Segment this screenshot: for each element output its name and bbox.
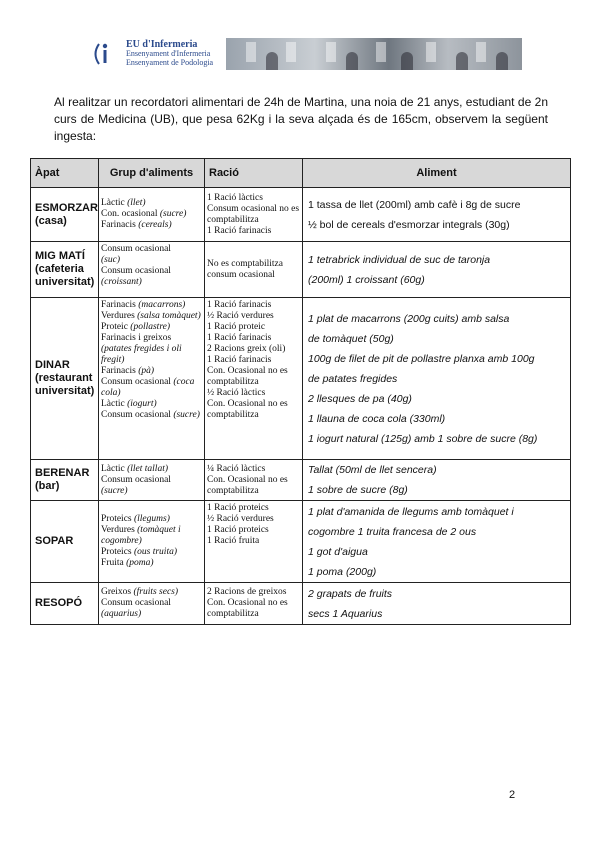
table-row: [31, 460, 571, 501]
racio-line: ½ Ració làctics: [207, 388, 266, 398]
apat-line: (bar): [35, 480, 60, 492]
racio-line: Con. Ocasional no es comptabilitza: [207, 399, 288, 420]
aliment-line: 100g de filet de pit de pollastre planxa amb 100g: [308, 352, 535, 365]
grup-detail: (sucre): [159, 209, 187, 219]
grup-detail: (patates fregides i oli fregit): [101, 344, 182, 365]
cell-apat: [31, 242, 99, 298]
cell-apat: [31, 298, 99, 460]
aliment-line: (200ml) 1 croissant (60g): [308, 273, 425, 286]
aliment-line: cogombre 1 truita francesa de 2 ous: [308, 525, 477, 538]
grup-name: Consum ocasional: [101, 474, 171, 485]
grup-name: Fruita: [101, 558, 127, 568]
grup-line: [101, 366, 202, 377]
aliment-line: ½ bol de cereals d'esmorzar integrals (30g): [308, 218, 510, 231]
racio-line: 1 Ració fruita: [207, 536, 260, 546]
apat-line: DINAR: [35, 359, 70, 371]
grup-detail: (sucre): [101, 485, 128, 496]
grup-line: [101, 598, 202, 609]
intro-paragraph: Al realitzar un recordatori alimentari de 24h de Martina, una noia de 21 anys, estudiant de 2n curs de Medicina (UB), que pesa 62Kg i la seva alçada és de 165cm, observem la següent ingesta:: [54, 95, 548, 143]
grup-name: Proteics: [101, 547, 134, 557]
grup-detail: (suc): [101, 255, 120, 265]
cell-racio: [205, 242, 303, 298]
cell-grup: [99, 242, 205, 298]
grup-name: Consum ocasional: [101, 410, 174, 420]
grup-line: [101, 525, 202, 547]
cell-apat: [31, 460, 99, 501]
aliment-line: 1 tetrabrick individual de suc de taronja: [308, 253, 491, 266]
apat-line: (cafeteria: [35, 263, 84, 275]
racio-line: 1 Ració farinacis: [207, 300, 272, 310]
grup-detail: (tomàquet i cogombre): [101, 525, 181, 546]
aliment-line: 2 grapats de fruits: [308, 587, 393, 600]
grup-line: [101, 277, 202, 288]
grup-line: [101, 377, 202, 399]
grup-line: [101, 587, 202, 598]
aliment-line: 1 sobre de sucre (8g): [308, 484, 408, 496]
logo-subtitle-1: Ensenyament d'Infermeria: [126, 49, 211, 58]
cell-grup: [99, 583, 205, 625]
grup-name: Làctic: [101, 198, 128, 208]
grup-name: Consum ocasional: [101, 266, 171, 276]
racio-line: ½ Ració verdures: [207, 514, 274, 524]
table-row: [31, 501, 571, 583]
grup-line: [101, 547, 202, 558]
grup-detail: (croissant): [101, 277, 142, 287]
apat-line: SOPAR: [35, 535, 74, 547]
apat-line: (restaurant: [35, 372, 93, 384]
grup-name: Consum ocasional: [101, 598, 171, 608]
grup-line: [101, 198, 202, 209]
apat-line: ESMORZAR: [35, 201, 98, 214]
grup-detail: (macarrons): [138, 300, 186, 310]
grup-detail: (pollastre): [130, 322, 171, 332]
aliment-line: de tomàquet (50g): [308, 332, 394, 345]
racio-line: 1 Ració proteics: [207, 525, 269, 535]
grup-line: [101, 464, 202, 475]
racio-line: Con. Ocasional no es comptabilitza: [207, 474, 288, 496]
grup-name: Farinacis i greixos: [101, 333, 172, 343]
cell-racio: [205, 298, 303, 460]
apat-line: MIG MATÍ: [35, 250, 85, 262]
racio-line: 1 Ració proteic: [207, 322, 266, 332]
racio-line: 1 Ració làctics: [207, 192, 263, 203]
grup-detail: (llegums): [133, 514, 170, 524]
grup-line: [101, 266, 202, 277]
grup-name: Verdures: [101, 311, 138, 321]
grup-line: [101, 300, 202, 311]
table-row: [31, 583, 571, 625]
grup-name: Farinacis: [101, 366, 139, 376]
grup-detail: (sucre): [173, 410, 200, 420]
aliment-line: 2 llesques de pa (40g): [308, 392, 412, 405]
grup-detail: (aquarius): [101, 609, 142, 619]
racio-line: Con. Ocasional no es comptabilitza: [207, 366, 288, 387]
grup-detail: (poma): [126, 558, 154, 568]
aliment-line: Tallat (50ml de llet sencera): [308, 464, 437, 476]
cell-aliment: [303, 460, 571, 501]
racio-line: 2 Racions de greixos: [207, 587, 287, 597]
aliment-line: 1 plat de macarrons (200g cuits) amb salsa: [308, 312, 510, 325]
grup-line: [101, 486, 202, 497]
grup-line: [101, 475, 202, 486]
cell-racio: [205, 583, 303, 625]
header-photo: [226, 38, 522, 70]
cell-racio: [205, 501, 303, 583]
racio-line: ½ Ració verdures: [207, 311, 274, 321]
cell-grup: [99, 188, 205, 242]
grup-detail: (fruits secs): [133, 587, 179, 597]
grup-name: Farinacis: [101, 220, 139, 230]
header-banner: [86, 37, 522, 71]
grup-line: [101, 333, 202, 366]
aliment-line: 1 poma (200g): [308, 565, 377, 578]
cell-aliment: [303, 298, 571, 460]
table-row: [31, 188, 571, 242]
grup-detail: (llet tallat): [127, 463, 169, 474]
aliment-line: de patates fregides: [308, 372, 398, 385]
grup-line: [101, 558, 202, 569]
logo-text: [126, 40, 213, 67]
header-grup: Grup d'aliments: [99, 159, 205, 188]
aliment-line: 1 iogurt natural (125g) amb 1 sobre de sucre (8g): [308, 432, 538, 445]
apat-line: BERENAR: [35, 467, 90, 479]
grup-line: [101, 311, 202, 322]
grup-detail: (iogurt): [127, 399, 157, 409]
grup-name: Verdures: [101, 525, 138, 535]
cell-racio: [205, 188, 303, 242]
grup-name: Farinacis: [101, 300, 139, 310]
apat-line: universitat): [35, 385, 95, 397]
grup-detail: (pà): [138, 366, 155, 376]
apat-line: (casa): [35, 214, 67, 227]
racio-line: 1 Ració farinacis: [207, 355, 272, 365]
cell-aliment: [303, 501, 571, 583]
racio-line: Con. Ocasional no es comptabilitza: [207, 598, 288, 619]
grup-name: Consum ocasional: [101, 244, 171, 254]
grup-name: Proteic: [101, 322, 131, 332]
header-aliment: Aliment: [303, 159, 571, 188]
page-number: 2: [509, 789, 516, 801]
racio-line: 1 Ració farinacis: [207, 333, 272, 343]
racio-line: No es comptabilitza consum ocasional: [207, 258, 283, 280]
logo-title: EU d'Infermeria: [126, 39, 198, 50]
grup-line: [101, 255, 202, 266]
cell-apat: [31, 188, 99, 242]
aliment-line: 1 llauna de coca cola (330ml): [308, 412, 446, 425]
racio-line: ¼ Ració làctics: [207, 463, 266, 474]
racio-line: 1 Ració proteics: [207, 503, 269, 513]
aliment-line: 1 plat d'amanida de llegums amb tomàquet i: [308, 505, 514, 518]
grup-line: [101, 410, 202, 421]
grup-name: Làctic: [101, 463, 128, 474]
grup-line: [101, 399, 202, 410]
diet-table: [30, 158, 571, 625]
racio-line: 1 Ració farinacis: [207, 225, 272, 236]
grup-name: Proteics: [101, 514, 134, 524]
grup-line: [101, 609, 202, 620]
grup-name: Con. ocasional: [101, 209, 160, 219]
grup-detail: (salsa tomàquet): [137, 311, 201, 321]
table-header-row: [31, 159, 571, 188]
grup-detail: (llet): [127, 198, 146, 208]
cell-apat: [31, 501, 99, 583]
grup-detail: (ous truita): [133, 547, 177, 557]
aliment-line: 1 got d'aigua: [308, 545, 368, 558]
cell-aliment: [303, 188, 571, 242]
grup-detail: (coca cola): [101, 377, 195, 398]
grup-line: [101, 244, 202, 255]
cell-grup: [99, 501, 205, 583]
table-row: [31, 298, 571, 460]
aliment-line: secs 1 Aquarius: [308, 607, 383, 620]
cell-racio: [205, 460, 303, 501]
cell-grup: [99, 298, 205, 460]
aliment-line: 1 tassa de llet (200ml) amb cafè i 8g de sucre: [308, 198, 521, 211]
apat-line: RESOPÓ: [35, 597, 83, 609]
cell-grup: [99, 460, 205, 501]
table-row: [31, 242, 571, 298]
grup-name: Làctic: [101, 399, 128, 409]
grup-line: [101, 220, 202, 231]
racio-line: 2 Racions greix (oli): [207, 344, 286, 354]
grup-line: [101, 514, 202, 525]
university-logo-icon: [90, 40, 122, 68]
header-racio: Ració: [205, 159, 303, 188]
grup-detail: (cereals): [138, 220, 172, 230]
grup-line: [101, 322, 202, 333]
apat-line: universitat): [35, 276, 95, 288]
grup-name: Consum ocasional: [101, 377, 174, 387]
logo-subtitle-2: Ensenyament de Podologia: [126, 58, 214, 67]
header-apat: Àpat: [31, 159, 99, 188]
cell-apat: [31, 583, 99, 625]
grup-name: Greixos: [101, 587, 134, 597]
racio-line: Consum ocasional no es comptabilitza: [207, 203, 300, 225]
cell-aliment: [303, 242, 571, 298]
grup-line: [101, 209, 202, 220]
cell-aliment: [303, 583, 571, 625]
